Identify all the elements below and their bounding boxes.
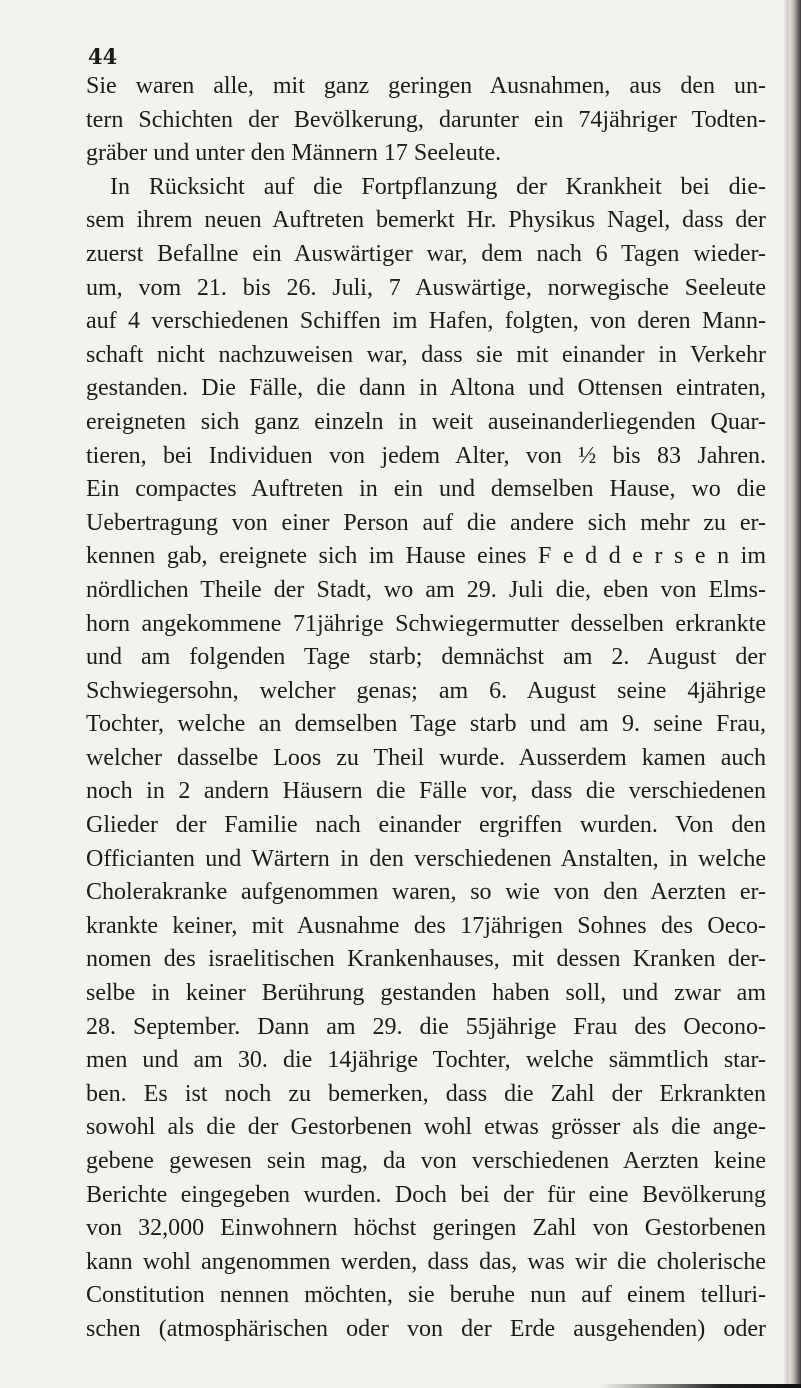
text-line: noch in 2 andern Häusern die Fälle vor, dass die verschiedenen: [86, 778, 766, 805]
text-line: Schwiegersohn, welcher genas; am 6. August seine 4jährige: [86, 677, 766, 704]
text-line: zuerst Befallne ein Auswärtiger war, dem nach 6 Tagen wieder-: [86, 240, 766, 267]
text-line: auf 4 verschiedenen Schiffen im Hafen, folgten, von deren Mann-: [86, 308, 766, 335]
text-line: sowohl als die der Gestorbenen wohl etwas grösser als die ange-: [86, 1114, 766, 1141]
text-line: schen (atmosphärischen oder von der Erde ausgehenden) oder: [86, 1315, 766, 1342]
text-line: selbe in keiner Berührung gestanden haben soll, und zwar am: [86, 980, 766, 1007]
page-binding-edge: [789, 0, 801, 1388]
text-line: Tochter, welche an demselben Tage starb und am 9. seine Frau,: [86, 711, 766, 738]
text-line: nomen des israelitischen Krankenhauses, mit dessen Kranken der-: [86, 946, 766, 973]
text-line: sem ihrem neuen Auftreten bemerkt Hr. Physikus Nagel, dass der: [86, 207, 766, 234]
page-number: 44: [88, 44, 118, 69]
text-line: kennen gab, ereignete sich im Hause eines F e d d e r s e n im: [86, 543, 766, 570]
text-line: men und am 30. die 14jährige Tochter, welche sämmtlich star-: [86, 1047, 766, 1074]
bottom-edge-shadow: [600, 1384, 801, 1388]
text-line: gräber und unter den Männern 17 Seeleute.: [86, 140, 502, 167]
text-line: gebene gewesen sein mag, da von verschiedenen Aerzten keine: [86, 1148, 766, 1174]
text-line: Ein compactes Auftreten in ein und demselben Hause, wo die: [86, 476, 766, 503]
text-line: Cholerakranke aufgenommen waren, so wie von den Aerzten er-: [86, 879, 766, 906]
text-line: Constitution nennen möchten, sie beruhe nun auf einem telluri-: [86, 1282, 766, 1309]
text-line: Sie waren alle, mit ganz geringen Ausnahmen, aus den un-: [86, 73, 766, 99]
text-line: tern Schichten der Bevölkerung, darunter ein 74jähriger Todten-: [86, 106, 766, 133]
text-line: Uebertragung von einer Person auf die andere sich mehr zu er-: [86, 509, 766, 536]
text-line: tieren, bei Individuen von jedem Alter, von ½ bis 83 Jahren.: [86, 442, 766, 469]
text-line: In Rücksicht auf die Fortpflanzung der Krankheit bei die-: [110, 173, 766, 200]
text-line: kann wohl angenommen werden, dass das, was wir die cholerische: [86, 1248, 766, 1275]
text-line: gestanden. Die Fälle, die dann in Altona und Ottensen eintraten,: [86, 375, 766, 402]
text-line: welcher dasselbe Loos zu Theil wurde. Ausserdem kamen auch: [86, 744, 766, 771]
text-line: nördlichen Theile der Stadt, wo am 29. Juli die, eben von Elms-: [86, 576, 766, 603]
text-line: Officianten und Wärtern in den verschiedenen Anstalten, in welche: [86, 845, 766, 872]
text-line: Berichte eingegeben wurden. Doch bei der für eine Bevölkerung: [86, 1181, 766, 1208]
text-line: ereigneten sich ganz einzeln in weit auseinanderliegenden Quar-: [86, 408, 766, 435]
text-line: Glieder der Familie nach einander ergriffen wurden. Von den: [86, 812, 766, 839]
text-line: krankte keiner, mit Ausnahme des 17jährigen Sohnes des Oeco-: [86, 912, 766, 939]
text-line: schaft nicht nachzuweisen war, dass sie mit einander in Verkehr: [86, 341, 766, 368]
text-line: ben. Es ist noch zu bemerken, dass die Zahl der Erkrankten: [86, 1080, 766, 1107]
text-line: horn angekommene 71jährige Schwiegermutter desselben erkrankte: [86, 610, 766, 637]
text-line: von 32,000 Einwohnern höchst geringen Zahl von Gestorbenen: [86, 1215, 766, 1242]
text-line: 28. September. Dann am 29. die 55jährige Frau des Oecono-: [86, 1013, 766, 1040]
text-line: und am folgenden Tage starb; demnächst am 2. August der: [86, 644, 766, 671]
body-text: [86, 70, 766, 1347]
text-line: um, vom 21. bis 26. Juli, 7 Auswärtige, norwegische Seeleute: [86, 274, 766, 301]
